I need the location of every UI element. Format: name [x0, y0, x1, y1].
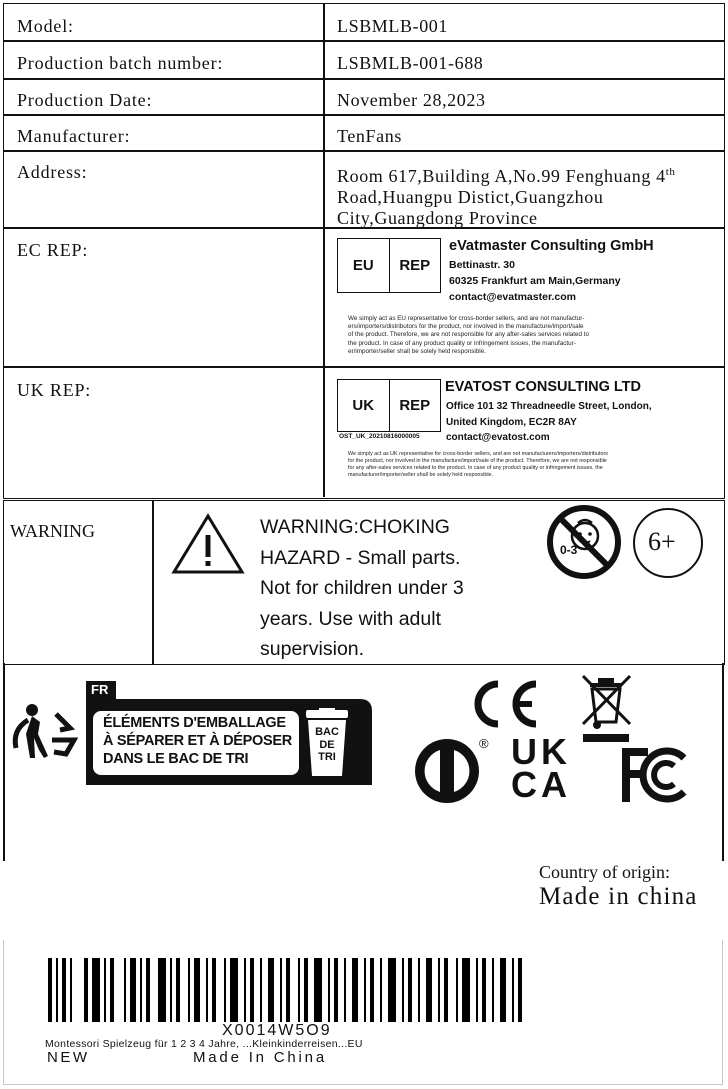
barcode-condition: NEW	[47, 1049, 90, 1066]
warning-divider	[152, 500, 154, 665]
triman-fr: FR	[91, 682, 109, 697]
ec-city: 60325 Frankfurt am Main,Germany	[449, 275, 621, 287]
eu-rep-badge	[337, 238, 441, 293]
uk-company: EVATOST CONSULTING LTD	[445, 379, 642, 395]
origin-value: Made in china	[539, 883, 698, 910]
green-dot-icon	[414, 738, 480, 804]
barcode-made-in: Made In China	[193, 1049, 327, 1066]
fcc-mark-icon	[618, 744, 690, 806]
triman-recycle-icon	[8, 700, 80, 762]
warning-triangle-icon	[171, 513, 245, 575]
uk-email: contact@evatost.com	[446, 432, 550, 443]
rep-text: REP	[389, 239, 441, 292]
address-line: Road,Huangpu Distict,Guangzhou	[337, 187, 604, 207]
warning-text: WARNING:CHOKING HAZARD - Small parts. Not for children under 3 years. Use with adult supervision.	[260, 516, 464, 660]
ec-email: contact@evatmaster.com	[449, 291, 576, 303]
row-divider	[3, 78, 724, 80]
ukca-top: UK	[511, 731, 571, 772]
eu-text: EU	[352, 257, 374, 274]
bin-text: BAC DE TRI	[315, 726, 339, 763]
uk-rep-badge	[337, 379, 441, 432]
age-badge-text: 0-3	[560, 543, 578, 557]
date-value: November 28,2023	[337, 90, 486, 110]
registered-mark: ®	[479, 736, 489, 751]
age-6plus-text: 6+	[648, 527, 676, 556]
weee-bin-icon	[580, 672, 634, 744]
manufacturer-value: TenFans	[337, 126, 402, 146]
triman-text: ÉLÉMENTS D'EMBALLAGE À SÉPARER ET À DÉPOSER DANS LE BAC DE TRI	[103, 715, 292, 767]
address-line: Room 617,Building A,No.99 Fenghuang 4	[337, 166, 666, 186]
uk-street: Office 101 32 Threadneedle Street, London,	[446, 401, 652, 412]
symbols-right-border	[722, 663, 724, 861]
address-label: Address:	[17, 162, 88, 182]
uk-code: OST_UK_20210816000005	[339, 433, 420, 440]
uk-city: United Kingdom, EC2R 8AY	[446, 417, 577, 428]
date-label: Production Date:	[17, 90, 153, 110]
ukca-bottom: CA	[511, 764, 571, 805]
uk-text: UK	[352, 397, 375, 414]
batch-label: Production batch number:	[17, 53, 224, 73]
barcode-description: Montessori Spielzeug für 1 2 3 4 Jahre, ...Kleinkinderreisen...EU	[45, 1038, 363, 1050]
address-line: City,Guangdong Province	[337, 208, 538, 228]
ukca-mark	[511, 731, 571, 805]
origin-label: Country of origin:	[539, 862, 670, 882]
manufacturer-label: Manufacturer:	[17, 126, 131, 146]
address-sup: th	[665, 166, 676, 178]
ec-company: eVatmaster Consulting GmbH	[449, 238, 654, 254]
row-divider	[3, 150, 724, 152]
ec-disclaimer: We simply act as EU representative for cross-border sellers, and are not manufactur- ers/importers/distributors for the product, nor involved in the manufacture/import/sale of the product. Therefore, we are not responsible for any after-sales services related to the product. In case of any product quality or infringement issues, the manufactur- er/importer/seller shall be solely held responsible.	[348, 315, 590, 355]
model-label: Model:	[17, 16, 74, 36]
row-divider	[3, 366, 724, 368]
address-value	[337, 162, 675, 229]
row-divider	[3, 40, 724, 42]
rep-text: REP	[389, 380, 441, 431]
not-for-under-3-icon	[545, 503, 623, 581]
uk-rep-label: UK REP:	[17, 380, 92, 400]
row-divider	[3, 114, 724, 116]
barcode	[48, 958, 524, 1022]
barcode-code: X0014W5O9	[222, 1022, 332, 1039]
ec-street: Bettinastr. 30	[449, 259, 515, 271]
uk-disclaimer: We simply act as UK representative for cross-border sellers, and are not manufacturers/importers/distributors for the product, nor involved in the manufacture/import/sale of the product. Therefore, we are not responsible for any after-sales services related to the product. In case of any product quality or infringement issues, the manufacturer/importer/seller shall be solely held responsible.	[348, 451, 608, 478]
symbols-left-border	[3, 663, 5, 861]
ce-mark-icon	[466, 678, 542, 730]
model-value: LSBMLB-001	[337, 16, 449, 36]
ec-rep-label: EC REP:	[17, 240, 89, 260]
batch-value: LSBMLB-001-688	[337, 53, 484, 73]
warning-label: WARNING	[10, 521, 95, 541]
